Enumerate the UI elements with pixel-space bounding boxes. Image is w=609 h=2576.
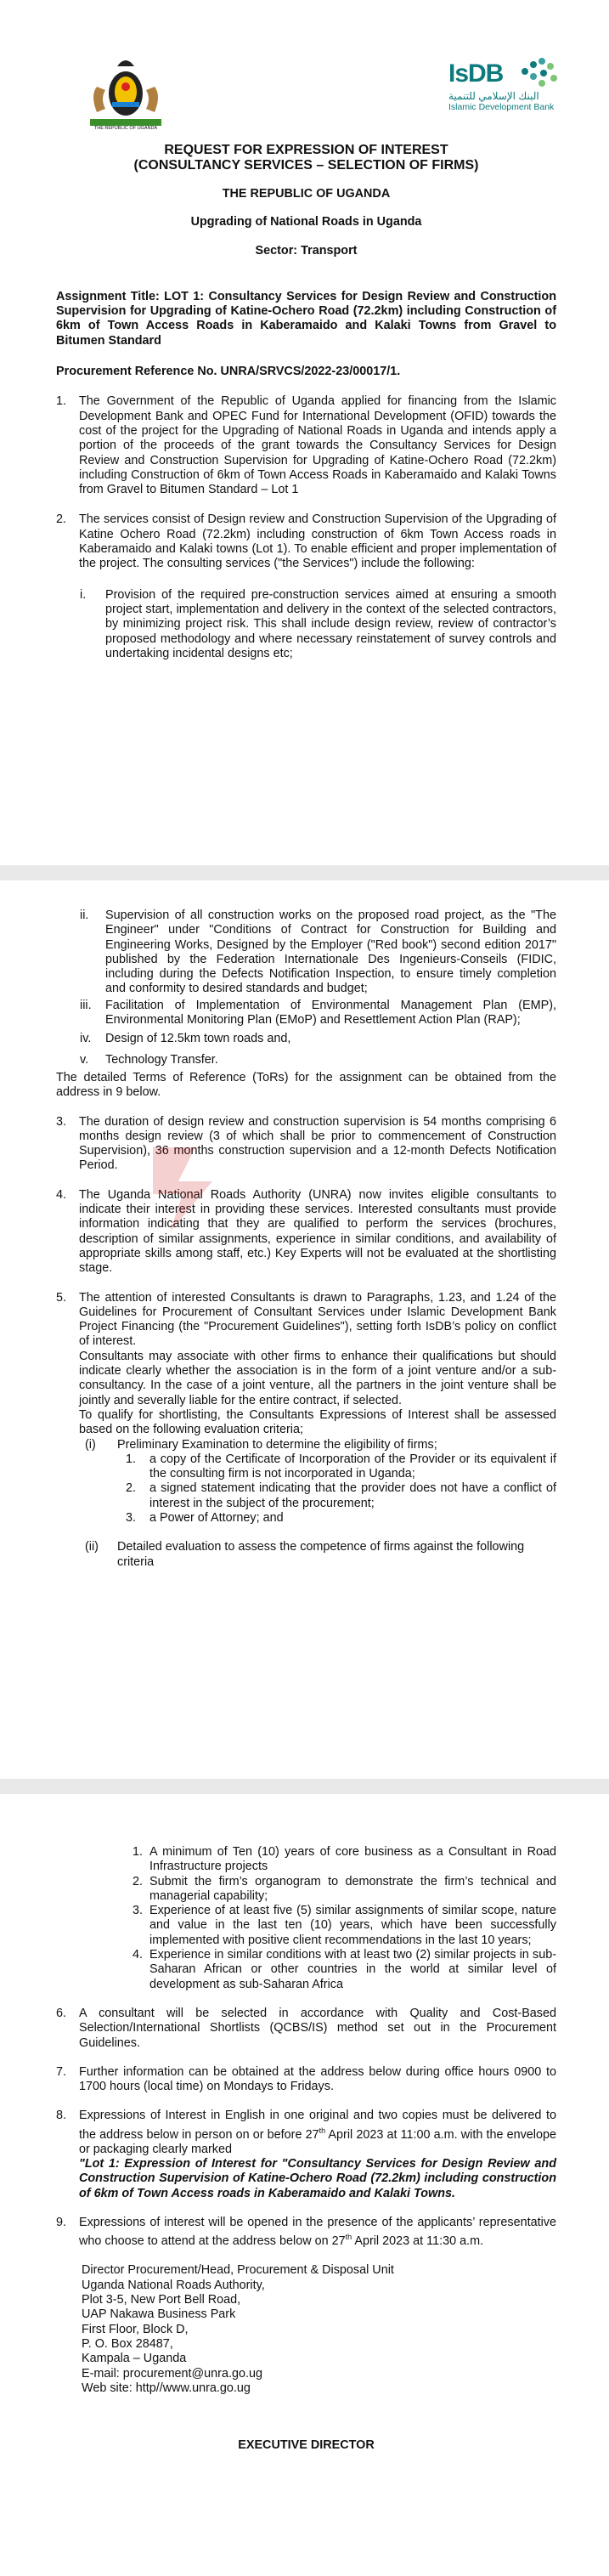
paragraph-7 bbox=[56, 2065, 556, 2095]
signature-title: EXECUTIVE DIRECTOR bbox=[238, 2438, 375, 2453]
item-text: Design of 12.5km town roads and, bbox=[105, 1032, 291, 1046]
paragraph-number: 6. bbox=[56, 2006, 67, 2020]
item-number: 4. bbox=[133, 1948, 144, 1962]
criterion-text: Preliminary Examination to determine the eligibility of firms; bbox=[117, 1437, 437, 1452]
paragraph-number: 3. bbox=[56, 1114, 67, 1129]
isdb-logo-name: IsDB bbox=[448, 59, 504, 88]
paragraph-9 bbox=[56, 2216, 556, 2249]
tor-note: The detailed Terms of Reference (ToRs) for the assignment can be obtained from the address in 9 below. bbox=[56, 1070, 556, 1100]
service-item-i bbox=[56, 588, 556, 661]
address-line: Director Procurement/Head, Procurement & Disposal Unit bbox=[82, 2263, 394, 2278]
isdb-logo bbox=[448, 53, 574, 112]
service-item-iv bbox=[56, 1032, 556, 1046]
service-item-v bbox=[56, 1053, 556, 1067]
item-number: v. bbox=[80, 1052, 89, 1067]
assignment-title: Assignment Title: LOT 1: Consultancy Services for Design Review and Construction Supervision for Upgrading of Katine-Ochero Road (72.2km) including Construction of 6km of Town Access Roads in Kaberamaido and Kalaki Towns from Gravel to Bitumen Standard bbox=[56, 289, 556, 348]
criterion-number: (ii) bbox=[85, 1540, 99, 1554]
paragraph-number: 5. bbox=[56, 1290, 67, 1305]
item-number: 2. bbox=[133, 1874, 144, 1888]
ordinal-suffix: th bbox=[319, 2126, 326, 2135]
isdb-logo-english: Islamic Development Bank bbox=[448, 102, 555, 112]
page-1 bbox=[0, 0, 609, 865]
project-heading: Upgrading of National Roads in Uganda bbox=[190, 215, 422, 229]
paragraph-text: The duration of design review and construction supervision is 54 months comprising 6 months design review (3 of which shall be prior to commencement of Construction Supervision), 36 months construction supervision and a 12-month Defects Notification Period. bbox=[79, 1114, 556, 1173]
detailed-criterion-3 bbox=[56, 1904, 556, 1948]
item-text: a Power of Attorney; and bbox=[149, 1510, 284, 1525]
paragraph-text: The attention of interested Consultants is drawn to Paragraphs, 1.23, and 1.24 of the Guidelines for Procurement of Consultant Services under Islamic Development Bank Project Financing (the "Procurement Guidelines"), setting forth IsDB’s policy on conflict of interest. bbox=[79, 1290, 556, 1349]
paragraph-number: 9. bbox=[56, 2216, 67, 2230]
paragraph-number: 7. bbox=[56, 2064, 67, 2079]
isdb-logo-arabic: البنك الإسلامي للتنمية bbox=[448, 90, 539, 102]
item-number: 1. bbox=[126, 1452, 137, 1466]
contact-address bbox=[56, 2263, 556, 2396]
criterion-text: Detailed evaluation to assess the competence of firms against the following criteria bbox=[117, 1540, 525, 1569]
paragraph-3 bbox=[56, 1115, 556, 1174]
paragraph-text: A consultant will be selected in accordance with Quality and Cost-Based Selection/International Shortlists (QCBS/IS) method set out in the Procurement Guidelines. bbox=[79, 2006, 556, 2050]
paragraph-8 bbox=[56, 2109, 556, 2157]
paragraph-text-b: April 2023 at 11:30 a.m. bbox=[352, 2234, 484, 2249]
association-note: Consultants may associate with other firms to enhance their qualifications but should indicate clearly whether the association is in the form of a joint venture and/or a sub-consultancy. In the case of a joint venture, all the partners in the joint venture shall be jointly and severally liable for the entire contract, if selected. bbox=[79, 1349, 556, 1407]
criterion-number: (i) bbox=[85, 1437, 96, 1452]
address-line: P. O. Box 28487, bbox=[82, 2336, 173, 2351]
item-number: iii. bbox=[80, 998, 92, 1012]
item-text: a copy of the Certificate of Incorporation of the Provider or its equivalent if the consulting firm is not incorporated in Uganda; bbox=[149, 1452, 556, 1481]
country-heading: THE REPUBLIC OF UGANDA bbox=[222, 187, 391, 201]
paragraph-6 bbox=[56, 2007, 556, 2051]
eligibility-item-3 bbox=[56, 1511, 556, 1526]
service-item-iii bbox=[56, 999, 556, 1028]
title-line-1: REQUEST FOR EXPRESSION OF INTEREST bbox=[164, 143, 448, 157]
paragraph-2 bbox=[56, 512, 556, 571]
item-number: 2. bbox=[126, 1481, 137, 1496]
paragraph-text-a: Expressions of Interest in English in one original and two copies must be delivered to the address below in person on or before 27 bbox=[79, 2109, 556, 2142]
detailed-criterion-1 bbox=[56, 1845, 556, 1875]
uganda-coat-of-arms-logo bbox=[78, 53, 173, 134]
address-line: First Floor, Block D, bbox=[82, 2322, 189, 2336]
paragraph-number: 4. bbox=[56, 1187, 67, 1202]
paragraph-number: 1. bbox=[56, 394, 67, 409]
item-text: Technology Transfer. bbox=[105, 1052, 218, 1067]
item-text: Experience in similar conditions with at least two (2) similar projects in sub-Saharan African or other countries in the world at similar level of development as sub-Saharan Africa bbox=[149, 1948, 556, 1991]
item-number: ii. bbox=[80, 909, 89, 922]
paragraph-5 bbox=[56, 1291, 556, 1350]
ordinal-suffix: th bbox=[345, 2233, 352, 2242]
title-line-2: (CONSULTANCY SERVICES – SELECTION OF FIRMS) bbox=[133, 158, 479, 173]
paragraph-1 bbox=[56, 394, 556, 497]
item-text: Experience of at least five (5) similar assignments of similar scope, nature and value in the last ten (10) years, which have been successfully implemented with positive client recommendations in the last 10 years; bbox=[149, 1904, 556, 1947]
paragraph-text-a: Expressions of interest will be opened in the presence of the applicants’ representative who choose to attend at the address below on 27 bbox=[79, 2216, 556, 2249]
item-number: iv. bbox=[80, 1032, 92, 1046]
eligibility-item-1 bbox=[56, 1452, 556, 1482]
criterion-i bbox=[79, 1438, 556, 1452]
item-number: i. bbox=[80, 587, 87, 602]
item-text: Provision of the required pre-construction services aimed at ensuring a smooth project start, implementation and delivery in the context of the selected contractors, by minimizing project risk. This shall include design review, review of contractor’s proposed methodology and where necessary reinstatement of survey controls and undertaking incidental designs etc; bbox=[105, 587, 556, 660]
paragraph-text: Further information can be obtained at the address below during office hours 0900 to 1700 hours (local time) on Mondays to Fridays. bbox=[79, 2064, 556, 2094]
item-number: 3. bbox=[133, 1904, 144, 1918]
coat-of-arms-caption: THE REPUBLIC OF UGANDA bbox=[93, 126, 158, 131]
isdb-dots-icon bbox=[508, 54, 564, 90]
address-line: UAP Nakawa Business Park bbox=[82, 2307, 236, 2322]
sector-heading: Sector: Transport bbox=[255, 243, 358, 258]
address-line: Plot 3-5, New Port Bell Road, bbox=[82, 2293, 241, 2307]
detailed-criterion-4 bbox=[56, 1948, 556, 1992]
paragraph-4 bbox=[56, 1188, 556, 1277]
procurement-reference: Procurement Reference No. UNRA/SRVCS/2022-23/00017/1. bbox=[56, 365, 401, 379]
page-2 bbox=[0, 880, 609, 1779]
item-number: 3. bbox=[126, 1510, 137, 1525]
email-line[interactable]: E-mail: procurement@unra.go.ug bbox=[82, 2366, 262, 2381]
paragraph-text-b: April 2023 at 11:00 a.m. with the envelope or packaging clearly marked bbox=[79, 2127, 556, 2156]
website-line[interactable]: Web site: http//www.unra.go.ug bbox=[82, 2381, 251, 2395]
item-text: Supervision of all construction works on the proposed road project, as the "The Engineer" under "Conditions of Contract for Construction for Building and Engineering Works, Designed by the Employer ("Red book") second edition 2017" published by the Federation Internationale Des Ingenieurs-Conseils (FIDIC, including during the Defects Notification Inspection, to ensure timely completion and conformity to desired standards and budget; bbox=[105, 909, 556, 996]
criteria-intro: To qualify for shortlisting, the Consultants Expressions of Interest shall be assessed based on the following evaluation criteria; bbox=[79, 1407, 556, 1437]
address-line: Uganda National Roads Authority, bbox=[82, 2278, 265, 2292]
item-text: Submit the firm’s organogram to demonstrate the firm’s technical and managerial capability; bbox=[149, 1874, 556, 1903]
address-line: Kampala – Uganda bbox=[82, 2352, 187, 2366]
paragraph-text: The Uganda National Roads Authority (UNRA) now invites eligible consultants to indicate their interest in providing these services. Interested consultants must provide information indicating that they are qualified to perform the services (brochures, description of similar assignments, experience in similar conditions, and availability of appropriate skills among staff, etc.) Key Experts will not be evaluated at the shortlisting stage. bbox=[79, 1187, 556, 1276]
detailed-criterion-2 bbox=[56, 1875, 556, 1905]
paragraph-number: 2. bbox=[56, 512, 67, 527]
watermark-logo bbox=[136, 1130, 246, 1241]
paragraph-text: The services consist of Design review and Construction Supervision of the Upgrading of Katine Ochero Road (72.2km) including construction of 6km Town Access roads in Kaberamaido and Kalaki towns (Lot 1). To enable efficient and proper implementation of the project. The consulting services ("the Services") include the following: bbox=[79, 512, 556, 571]
eligibility-item-2 bbox=[56, 1481, 556, 1511]
item-text: A minimum of Ten (10) years of core business as a Consultant in Road Infrastructure projects bbox=[149, 1845, 556, 1874]
item-text: a signed statement indicating that the provider does not have a conflict of interest in the subject of the procurement; bbox=[149, 1481, 556, 1510]
item-text: Facilitation of Implementation of Environmental Management Plan (EMP), Environmental Monitoring Plan (EMoP) and Resettlement Action Plan (RAP); bbox=[105, 998, 556, 1028]
paragraph-text: The Government of the Republic of Uganda applied for financing from the Islamic Development Bank and OPEC Fund for International Development (OFID) towards the cost of the project for the Upgrading of National Roads in Uganda and intends apply a portion of the proceeds of the grant towards the Consultancy Services for Design Review and Construction Supervision for Upgrading of Katine-Ochero Road (72.2km) including Construction of 6km of Town Access Roads in Kaberamaido and Kalaki Towns from Gravel to Bitumen Standard – Lot 1 bbox=[79, 394, 556, 497]
envelope-marking: "Lot 1: Expression of Interest for "Consultancy Services for Design Review and Construction Supervision of Katine-Ochero Road (72.2km) including construction of 6km of Town Access roads in Kaberamaido and Kalaki Towns. bbox=[79, 2157, 556, 2200]
criterion-ii bbox=[79, 1540, 556, 1570]
service-item-ii bbox=[56, 909, 556, 997]
item-number: 1. bbox=[133, 1845, 144, 1859]
paragraph-number: 8. bbox=[56, 2109, 67, 2123]
page-3 bbox=[0, 1794, 609, 2576]
